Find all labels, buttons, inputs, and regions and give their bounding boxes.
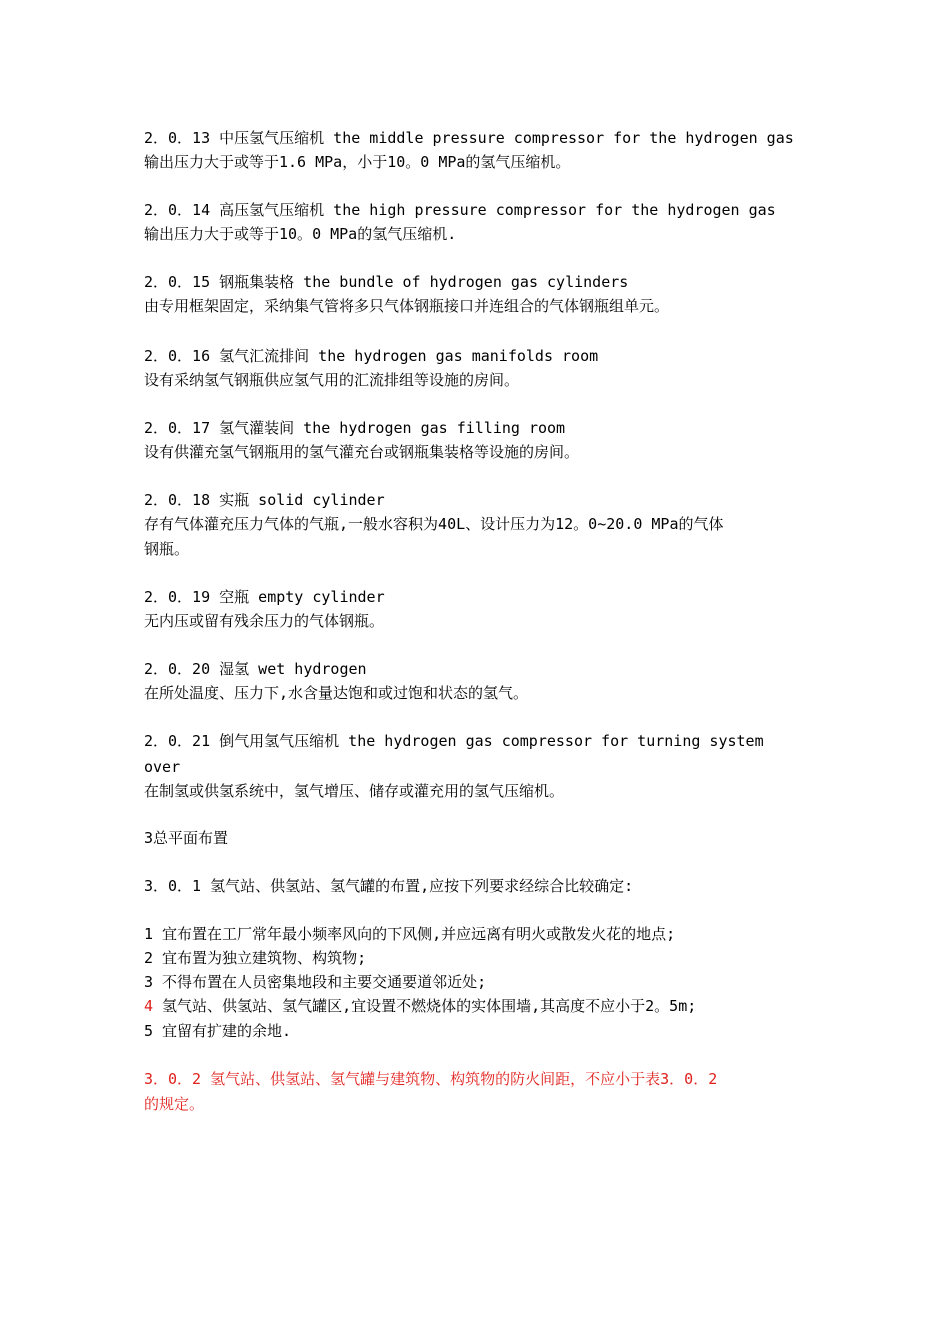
list-item-2: 2 宜布置为独立建筑物、构筑物; bbox=[144, 949, 367, 967]
clause-2-0-13-title: 2．0．13 中压氢气压缩机 the middle pressure compressor for the hydrogen gas bbox=[144, 129, 794, 147]
clause-2-0-14-title: 2．0．14 高压氢气压缩机 the high pressure compressor for the hydrogen gas bbox=[144, 201, 776, 219]
clause-2-0-20-title: 2．0．20 湿氢 wet hydrogen bbox=[144, 660, 367, 678]
clause-2-0-18-text: 存有气体灌充压力气体的气瓶,一般水容积为40L、设计压力为12。0~20.0 MPa的气体 bbox=[144, 515, 724, 533]
list-item-1: 1 宜布置在工厂常年最小频率风向的下风侧,并应远离有明火或散发火花的地点; bbox=[144, 925, 676, 943]
clause-2-0-13-text: 输出压力大于或等于1.6 MPa，小于10。0 MPa的氢气压缩机。 bbox=[144, 153, 571, 171]
clause-2-0-17-title: 2．0．17 氢气灌装间 the hydrogen gas filling room bbox=[144, 419, 566, 437]
list-item-4-text: 氢气站、供氢站、氢气罐区,宜设置不燃烧体的实体围墙,其高度不应小于2。5m; bbox=[153, 997, 697, 1015]
section-3-heading: 3总平面布置 bbox=[144, 829, 229, 847]
clause-2-0-15-title: 2．0．15 钢瓶集装格 the bundle of hydrogen gas cylinders bbox=[144, 273, 629, 291]
clause-2-0-16-text: 设有采纳氢气钢瓶供应氢气用的汇流排组等设施的房间。 bbox=[144, 371, 520, 389]
clause-2-0-19-title: 2．0．19 空瓶 empty cylinder bbox=[144, 588, 385, 606]
clause-2-0-21-text: 在制氢或供氢系统中，氢气增压、储存或灌充用的氢气压缩机。 bbox=[144, 782, 565, 800]
clause-2-0-18-text-cont: 钢瓶。 bbox=[144, 540, 190, 558]
list-item-3: 3 不得布置在人员密集地段和主要交通要道邻近处; bbox=[144, 973, 487, 991]
list-item-4 bbox=[144, 996, 696, 1016]
clause-2-0-17-text: 设有供灌充氢气钢瓶用的氢气灌充台或钢瓶集装格等设施的房间。 bbox=[144, 443, 580, 461]
list-item-4-number: 4 bbox=[144, 997, 154, 1015]
clause-3-0-1: 3．0．1 氢气站、供氢站、氢气罐的布置,应按下列要求经综合比较确定: bbox=[144, 877, 634, 895]
clause-3-0-2-cont: 的规定。 bbox=[144, 1095, 205, 1113]
list-item-5: 5 宜留有扩建的余地. bbox=[144, 1022, 292, 1040]
clause-2-0-15-text: 由专用框架固定，采纳集气管将多只气体钢瓶接口并连组合的气体钢瓶组单元。 bbox=[144, 297, 670, 315]
clause-3-0-2: 3．0．2 氢气站、供氢站、氢气罐与建筑物、构筑物的防火间距，不应小于表3．0．2 bbox=[144, 1070, 718, 1088]
clause-2-0-21-title: 2．0．21 倒气用氢气压缩机 the hydrogen gas compressor for turning system bbox=[144, 732, 764, 750]
clause-2-0-18-title: 2．0．18 实瓶 solid cylinder bbox=[144, 491, 385, 509]
clause-2-0-14-text: 输出压力大于或等于10。0 MPa的氢气压缩机. bbox=[144, 225, 457, 243]
clause-2-0-21-title-cont: over bbox=[144, 758, 181, 776]
clause-2-0-20-text: 在所处温度、压力下,水含量达饱和或过饱和状态的氢气。 bbox=[144, 684, 529, 702]
clause-2-0-16-title: 2．0．16 氢气汇流排间 the hydrogen gas manifolds room bbox=[144, 347, 599, 365]
clause-2-0-19-text: 无内压或留有残余压力的气体钢瓶。 bbox=[144, 612, 385, 630]
